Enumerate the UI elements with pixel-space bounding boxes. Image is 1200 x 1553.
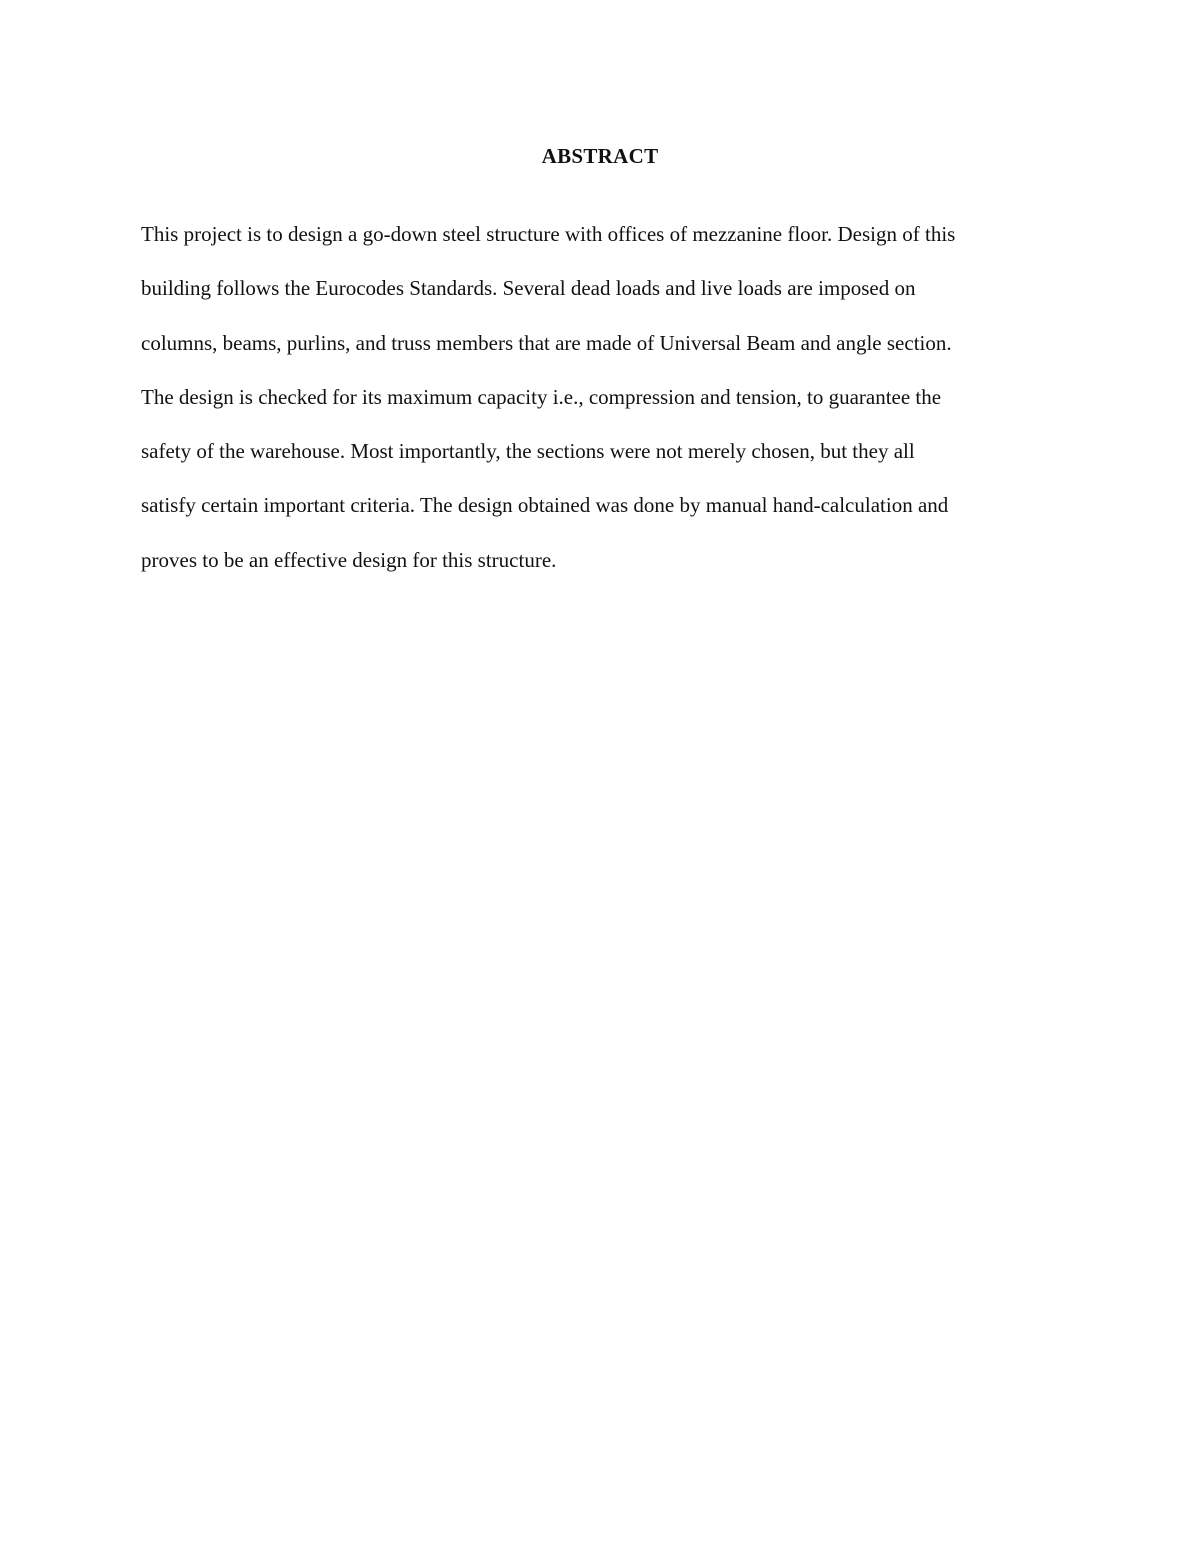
abstract-line: safety of the warehouse. Most importantly, the sections were not merely chosen, but they all xyxy=(141,439,915,464)
abstract-heading: ABSTRACT xyxy=(541,144,659,168)
abstract-line: columns, beams, purlins, and truss members that are made of Universal Beam and angle section. xyxy=(141,330,952,355)
abstract-line: This project is to design a go-down steel structure with offices of mezzanine floor. Design of this xyxy=(141,222,956,246)
abstract-body xyxy=(141,207,1071,587)
abstract-line: The design is checked for its maximum capacity i.e., compression and tension, to guarantee the xyxy=(141,384,942,409)
abstract-line: satisfy certain important criteria. The design obtained was done by manual hand-calculation and xyxy=(141,493,949,518)
abstract-line: proves to be an effective design for this structure. xyxy=(141,547,557,572)
abstract-line: building follows the Eurocodes Standards. Several dead loads and live loads are imposed on xyxy=(141,276,916,301)
